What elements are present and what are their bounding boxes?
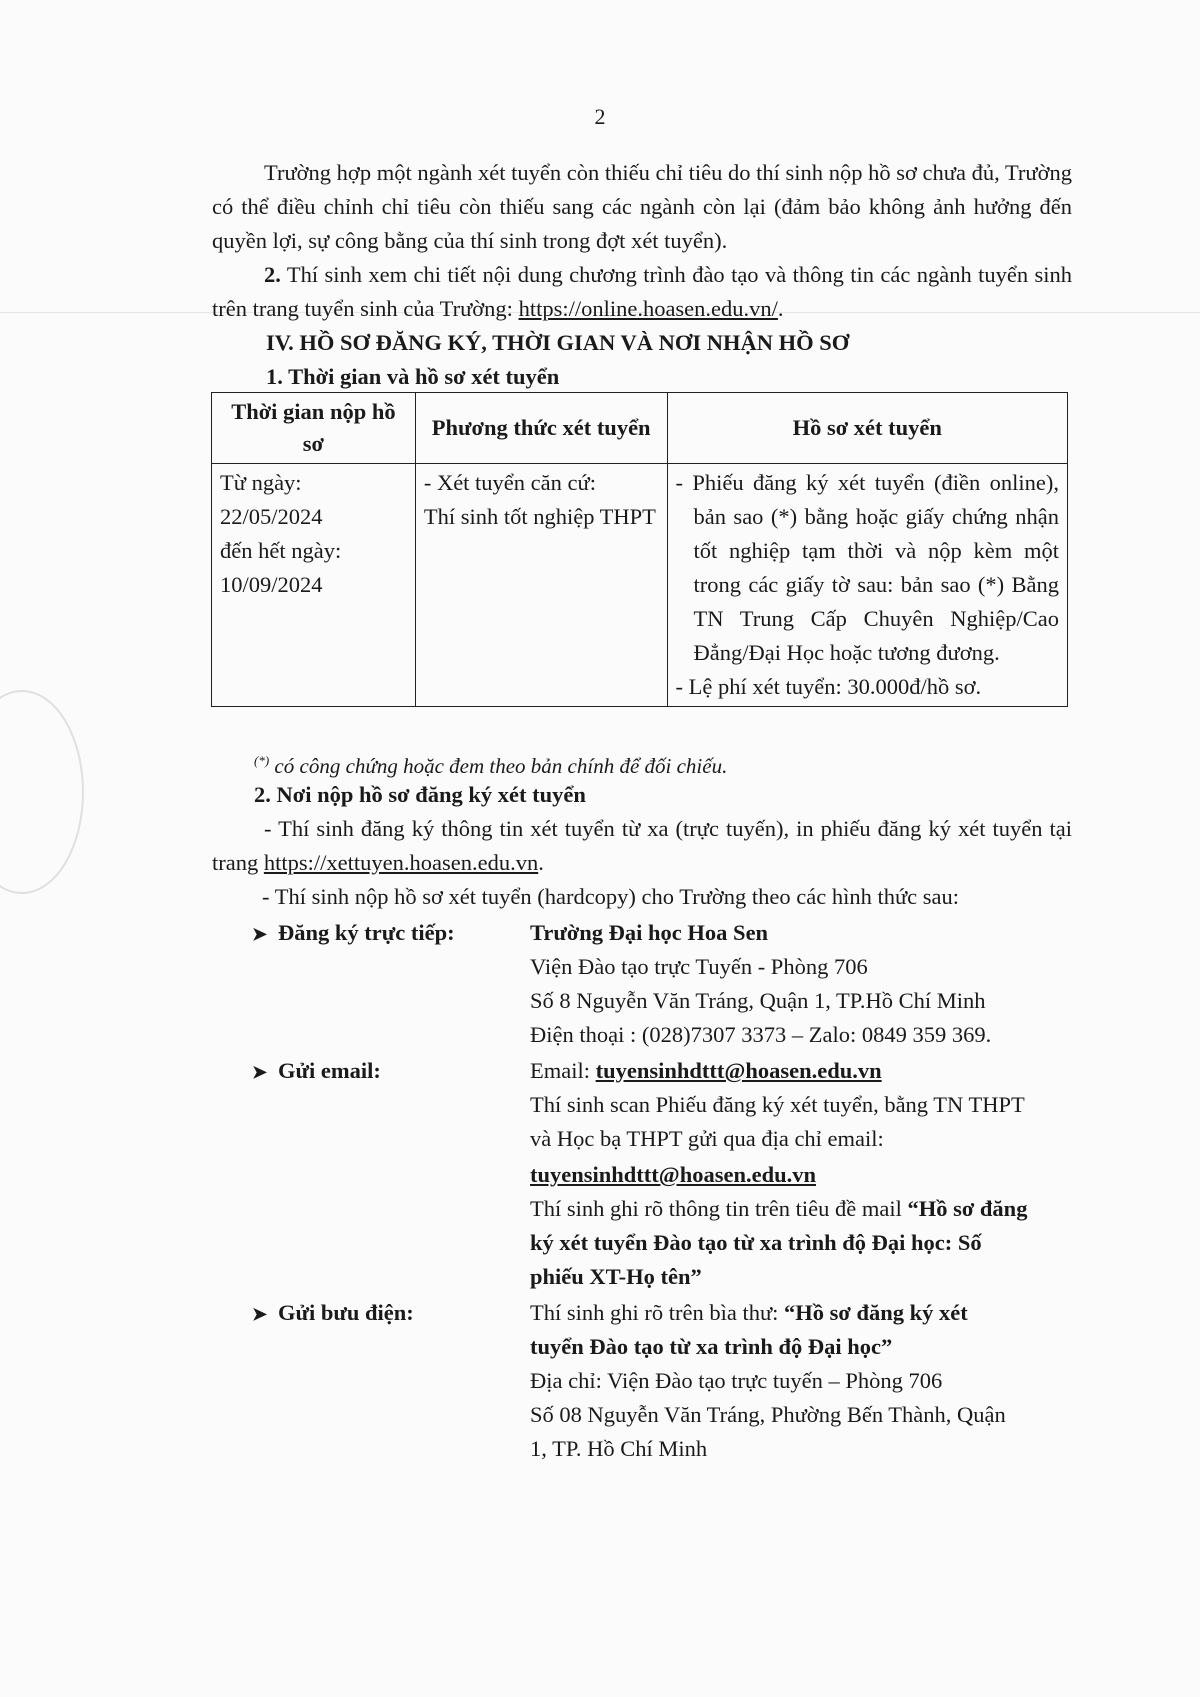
docs-item-2: - Lệ phí xét tuyển: 30.000đ/hồ sơ.	[675, 674, 982, 699]
time-to-date: 10/09/2024	[220, 572, 323, 597]
online-registration-text: - Thí sinh đăng ký thông tin xét tuyển từ xa (trực tuyến), in phiếu đăng ký xét tuyển tại trang	[212, 816, 1072, 875]
xettuyen-link[interactable]: https://xettuyen.hoasen.edu.vn	[263, 850, 539, 875]
intro-paragraph-2-number: 2.	[264, 262, 281, 287]
section-iv-heading: IV. HỒ SƠ ĐĂNG KÝ, THỜI GIAN VÀ NƠI NHẬN HỒ SƠ	[266, 330, 850, 355]
online-registration-paragraph	[212, 812, 1072, 880]
footnote-text: có công chứng hoặc đem theo bản chính để đối chiếu.	[269, 754, 728, 778]
post-note-prefix: Thí sinh ghi rõ trên bìa thư:	[530, 1300, 785, 1325]
email-prefix: Email:	[530, 1058, 596, 1083]
school-phone: Điện thoại : (028)7307 3373 – Zalo: 0849 359 369.	[530, 1022, 992, 1047]
email-address-link[interactable]: tuyensinhdttt@hoasen.edu.vn	[595, 1058, 882, 1083]
email-subject-bold-1: “Hồ sơ đăng	[907, 1196, 1028, 1221]
email-address-link-2[interactable]: tuyensinhdttt@hoasen.edu.vn	[530, 1162, 817, 1187]
time-to-label: đến hết ngày:	[220, 538, 342, 563]
direct-label-text: Đăng ký trực tiếp:	[278, 920, 455, 945]
post-address-3: 1, TP. Hồ Chí Minh	[530, 1436, 708, 1461]
email-label-text: Gửi email:	[278, 1058, 381, 1083]
method-line-1: - Xét tuyển căn cứ:	[423, 470, 596, 495]
subsection-2-heading: 2. Nơi nộp hồ sơ đăng ký xét tuyển	[254, 782, 586, 807]
page-number: 2	[594, 104, 606, 129]
faded-stamp-icon	[0, 690, 84, 894]
header-method: Phương thức xét tuyển	[415, 393, 667, 464]
institute-name: Viện Đào tạo trực Tuyến - Phòng 706	[530, 954, 868, 979]
school-name: Trường Đại học Hoa Sen	[530, 920, 769, 945]
arrowhead-bullet-icon: ➤	[252, 1062, 268, 1082]
email-subject-note-1	[530, 1192, 1027, 1226]
direct-registration-label	[252, 916, 455, 951]
footnote-mark: (*)	[254, 753, 270, 768]
school-address: Số 8 Nguyễn Văn Tráng, Quận 1, TP.Hồ Chí Minh	[530, 988, 986, 1013]
time-from-date: 22/05/2024	[220, 504, 323, 529]
time-from-label: Từ ngày:	[220, 470, 302, 495]
email-line	[530, 1054, 882, 1088]
admissions-link[interactable]: https://online.hoasen.edu.vn/	[518, 296, 778, 321]
table-header-row	[212, 393, 1068, 464]
email-instruction-1: Thí sinh scan Phiếu đăng ký xét tuyển, bằng TN THPT	[530, 1092, 1025, 1117]
cell-time	[212, 464, 416, 707]
post-note-2: tuyển Đào tạo từ xa trình độ Đại học”	[530, 1334, 893, 1359]
post-label	[252, 1296, 414, 1331]
post-address-2: Số 08 Nguyễn Văn Tráng, Phường Bến Thành, Quận	[530, 1402, 1006, 1427]
email-subject-note-3: phiếu XT-Họ tên”	[530, 1264, 702, 1289]
intro-paragraph-2-text: Thí sinh xem chi tiết nội dung chương trình đào tạo và thông tin các ngành tuyển sinh trên trang tuyển sinh của Trường:	[212, 262, 1072, 321]
header-time: Thời gian nộp hồ sơ	[212, 393, 416, 464]
table-row	[212, 464, 1068, 707]
email-subject-note-2: ký xét tuyển Đào tạo từ xa trình độ Đại học: Số	[530, 1230, 982, 1255]
cell-docs	[667, 464, 1068, 707]
registration-table	[211, 392, 1068, 707]
cell-method	[415, 464, 667, 707]
docs-item-1: - Phiếu đăng ký xét tuyển (điền online), bản sao (*) bằng hoặc giấy chứng nhận tốt nghiệp tạm thời và nộp kèm một trong các giấy tờ sau: bản sao (*) Bằng TN Trung Cấp Chuyên Nghiệp/Cao Đẳng/Đại Học hoặc tương đương.	[675, 470, 1059, 665]
method-line-2: Thí sinh tốt nghiệp THPT	[423, 504, 656, 529]
header-docs: Hồ sơ xét tuyển	[667, 393, 1068, 464]
subsection-1-heading: 1. Thời gian và hồ sơ xét tuyển	[266, 364, 560, 389]
post-address-1: Địa chỉ: Viện Đào tạo trực tuyến – Phòng 706	[530, 1368, 943, 1393]
arrowhead-bullet-icon: ➤	[252, 1304, 268, 1324]
email-label	[252, 1054, 381, 1089]
intro-paragraph-2-end: .	[777, 296, 784, 321]
email-subject-prefix: Thí sinh ghi rõ thông tin trên tiêu đề mail	[530, 1196, 908, 1221]
post-note-1	[530, 1296, 968, 1330]
arrowhead-bullet-icon: ➤	[252, 924, 268, 944]
post-note-bold-1: “Hồ sơ đăng ký xét	[784, 1300, 968, 1325]
email-instruction-2: và Học bạ THPT gửi qua địa chỉ email:	[530, 1126, 884, 1151]
intro-paragraph-1: Trường hợp một ngành xét tuyển còn thiếu chỉ tiêu do thí sinh nộp hồ sơ chưa đủ, Trường có thể điều chỉnh chỉ tiêu còn thiếu sang các ngành còn lại (đảm bảo không ảnh hưởng đến quyền lợi, sự công bằng của thí sinh trong đợt xét tuyển).	[212, 160, 1072, 253]
hardcopy-intro: - Thí sinh nộp hồ sơ xét tuyển (hardcopy) cho Trường theo các hình thức sau:	[262, 884, 960, 909]
post-label-text: Gửi bưu điện:	[278, 1300, 414, 1325]
intro-paragraph-2	[212, 258, 1072, 326]
online-registration-end: .	[538, 850, 544, 875]
